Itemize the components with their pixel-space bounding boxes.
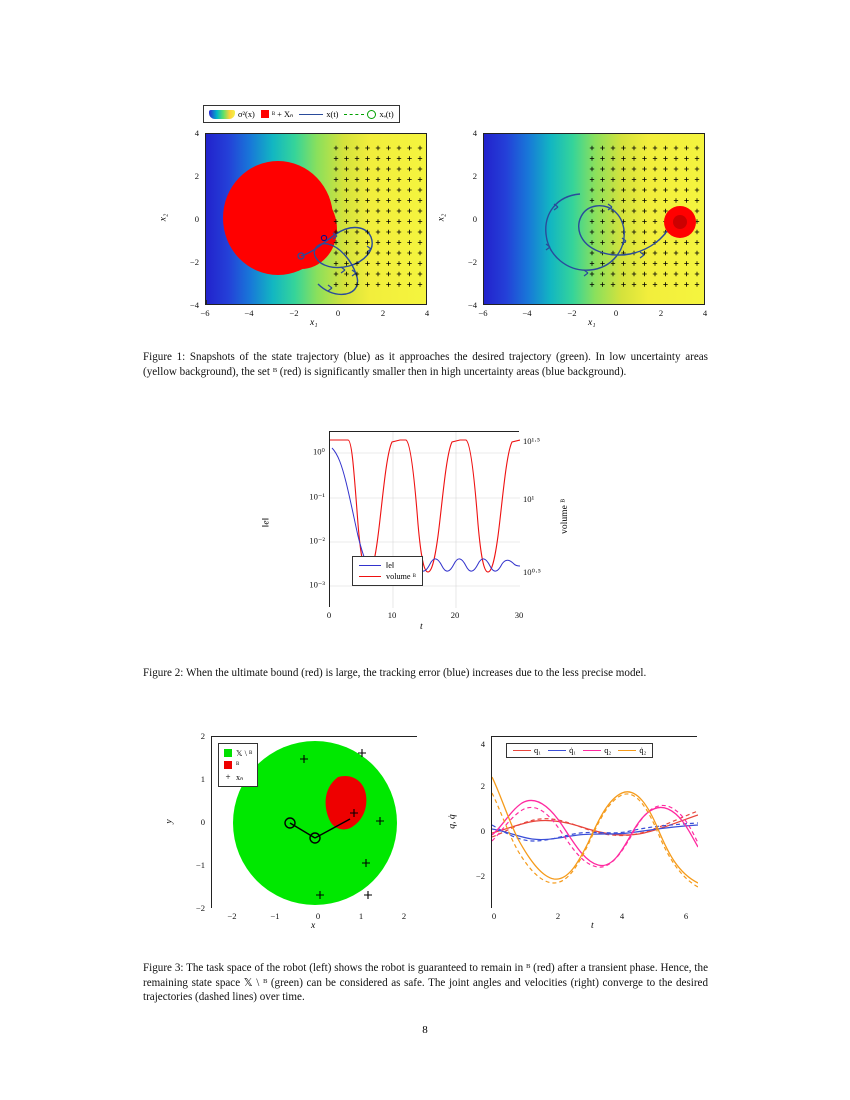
figure-2-xtick-1: 10 [387, 610, 397, 621]
legend-label-traj: x(t) [326, 109, 339, 119]
figure-2-ylabel-left: ‖e‖ [260, 517, 272, 528]
legend-label-safe: 𝕏 \ ᴮ [236, 748, 253, 758]
figure-3-right-ytick-3: −2 [475, 870, 485, 881]
figure-1-left-xlabel: x₁ [310, 317, 318, 328]
figure-3-left-xtick-4: 2 [401, 910, 407, 921]
figure-3-left-ytick-3: −1 [195, 859, 205, 870]
figure-1-right-axes [483, 133, 705, 305]
figure-3-right-ytick-1: 2 [480, 780, 485, 791]
figure-1-right-xtick-2: −2 [567, 308, 577, 318]
figure-1-legend [203, 105, 400, 123]
figure-3-left-ytick-2: 0 [200, 816, 205, 827]
figure-1-left-xtick-1: −4 [244, 308, 254, 318]
figure-1-left-ytick-3: −2 [189, 257, 199, 267]
legend-row-error [359, 560, 416, 571]
blue-line-icon [299, 114, 323, 115]
plus-marker-icon: + [225, 771, 231, 782]
figure-1-right-svg [484, 134, 704, 304]
figure-2-ytick-left-1: 10⁻¹ [309, 491, 325, 502]
legend-item-q1 [513, 746, 541, 755]
figure-3-right-axes [491, 736, 697, 908]
figure-1 [143, 105, 708, 379]
page-number: 8 [422, 1024, 428, 1036]
red-line-icon [359, 576, 381, 577]
legend-label-set: ᴮ + Xₙ [271, 110, 294, 119]
red-square-icon [261, 110, 269, 118]
figure-3-left-xtick-2: 0 [315, 910, 321, 921]
figure-3-right-xtick-1: 2 [555, 910, 561, 921]
figure-3-right-ytick-0: 4 [480, 738, 485, 749]
figure-1-left-markers [206, 134, 426, 304]
legend-item-desired [344, 110, 393, 119]
figure-1-right-ytick-3: −2 [467, 257, 477, 267]
figure-2-ytick-left-0: 10⁰ [312, 446, 325, 457]
figure-3-caption: Figure 3: The task space of the robot (left) shows the robot is guaranteed to remain in ᴮ (red) after a transient phase. Hence, the remaining state space 𝕏 \ ᴮ (green) can be considered as safe. The joint angles and velocities (right) converge to the desired trajectories (dashed lines) over time. [143, 961, 708, 1004]
legend-label-q2: q₂ [604, 745, 612, 755]
legend-label-volume: volume ᴮ [386, 572, 416, 582]
legend-item-q2 [583, 746, 611, 755]
figure-1-right-ytick-4: −4 [467, 300, 477, 310]
figure-1-right-xtick-0: −6 [478, 308, 488, 318]
figure-3-left-ytick-1: 1 [200, 773, 205, 784]
legend-row-samples [224, 771, 252, 783]
figure-1-right-xlabel: x₁ [588, 317, 596, 328]
figure-2-xtick-3: 30 [514, 610, 524, 621]
pink-line-icon [583, 750, 601, 751]
figure-1-left-xtick-3: 0 [335, 308, 341, 318]
legend-item-sigma [209, 110, 255, 119]
figure-2-xtick-0: 0 [326, 610, 332, 621]
red-line-icon [513, 750, 531, 751]
figure-1-right-ytick-2: 0 [472, 214, 477, 224]
legend-label-dq1: q̇₁ [569, 745, 577, 755]
figure-3-left-axes [211, 736, 417, 908]
figure-1-left-axes [205, 133, 427, 305]
figure-1-left-ytick-4: −4 [189, 300, 199, 310]
legend-row-set [224, 759, 252, 771]
figure-3-left-xtick-0: −2 [227, 910, 237, 921]
figure-3-left-xlabel: x [311, 919, 316, 931]
legend-label-samples: xₙ [236, 772, 244, 782]
figure-3 [143, 730, 708, 1005]
figure-3-left-xtick-1: −1 [270, 910, 280, 921]
figure-1-right-xtick-5: 4 [702, 308, 708, 318]
page-content [143, 95, 708, 1005]
legend-label-error: ‖e‖ [386, 561, 395, 571]
figure-2-caption: Figure 2: When the ultimate bound (red) is large, the tracking error (blue) increases due to the less precise model. [143, 667, 647, 680]
figure-2-ytick-right-1: 10¹ [523, 494, 535, 505]
figure-1-right-ytick-1: 2 [472, 171, 477, 181]
figure-1-right-xtick-4: 2 [658, 308, 664, 318]
figure-3-right-svg [492, 737, 698, 909]
figure-3-left-legend [218, 743, 258, 787]
legend-item-dq1 [548, 746, 576, 755]
figure-3-right-ylabel: q, q̇ [446, 814, 458, 829]
figure-1-left-ylabel: x₂ [157, 213, 169, 222]
legend-row-safe [224, 747, 252, 759]
figure-1-left-xtick-4: 2 [380, 308, 386, 318]
figure-3-left-ytick-0: 2 [200, 730, 205, 741]
figure-1-right-ytick-0: 4 [472, 128, 477, 138]
legend-item-dq2 [618, 746, 646, 755]
legend-label-set: ᴮ [236, 760, 240, 770]
figure-2 [143, 431, 708, 681]
figure-1-left-xtick-5: 4 [424, 308, 430, 318]
figure-3-plots [143, 730, 708, 931]
figure-1-left-plot-area [206, 134, 426, 304]
figure-2-plot [143, 431, 708, 636]
figure-3-right-xtick-0: 0 [491, 910, 497, 921]
figure-3-left-ylabel: y [163, 819, 175, 824]
figure-1-left-ytick-2: 0 [194, 214, 199, 224]
legend-label-q1: q₁ [534, 745, 542, 755]
figure-1-left-xtick-2: −2 [289, 308, 299, 318]
figure-2-xlabel: t [420, 621, 423, 633]
legend-label-sigma: σ²(x) [238, 109, 255, 119]
figure-3-right-ytick-2: 0 [480, 825, 485, 836]
blue-line-icon [359, 565, 381, 566]
figure-3-right-xtick-3: 6 [683, 910, 689, 921]
figure-2-ytick-right-2: 10⁰·⁵ [523, 567, 541, 578]
figure-1-plots [143, 105, 708, 328]
green-square-icon [224, 749, 232, 757]
figure-1-right-xtick-1: −4 [522, 308, 532, 318]
legend-item-traj [299, 110, 338, 119]
figure-3-right-legend [506, 743, 653, 758]
figure-1-right-xtick-3: 0 [613, 308, 619, 318]
figure-1-left-ytick-1: 2 [194, 171, 199, 181]
green-dashed-line-icon [344, 114, 364, 115]
legend-row-volume [359, 571, 416, 582]
figure-1-left-xtick-0: −6 [200, 308, 210, 318]
figure-2-ylabel-right: volume ᴮ [558, 499, 570, 535]
figure-2-ytick-right-0: 10¹·⁵ [523, 436, 541, 447]
figure-3-left-ytick-4: −2 [195, 902, 205, 913]
orange-line-icon [618, 750, 636, 751]
figure-2-xtick-2: 20 [450, 610, 460, 621]
figure-1-right-plot-area [484, 134, 704, 304]
red-square-icon [224, 761, 232, 769]
figure-2-legend [352, 556, 423, 586]
legend-item-set [261, 109, 294, 119]
figure-1-left-ytick-0: 4 [194, 128, 199, 138]
blue-line-icon [548, 750, 566, 751]
figure-2-ytick-left-3: 10⁻³ [309, 579, 325, 590]
figure-2-ytick-left-2: 10⁻² [309, 535, 325, 546]
colormap-swatch-icon [209, 110, 235, 119]
figure-2-axes [329, 431, 519, 607]
figure-1-right-ylabel: x₂ [435, 213, 447, 222]
legend-label-desired: xₔ(t) [379, 109, 394, 119]
figure-3-right-xlabel: t [591, 919, 594, 931]
legend-label-dq2: q̇₂ [639, 745, 647, 755]
figure-3-left-xtick-3: 1 [358, 910, 364, 921]
green-circle-icon [367, 110, 376, 119]
figure-1-caption: Figure 1: Snapshots of the state trajectory (blue) as it approaches the desired trajectory (green). In low uncertainty areas (yellow background), the set ᴮ (red) is significantly smaller then in high uncertainty areas (blue background). [143, 351, 708, 378]
figure-3-right-xtick-2: 4 [619, 910, 625, 921]
